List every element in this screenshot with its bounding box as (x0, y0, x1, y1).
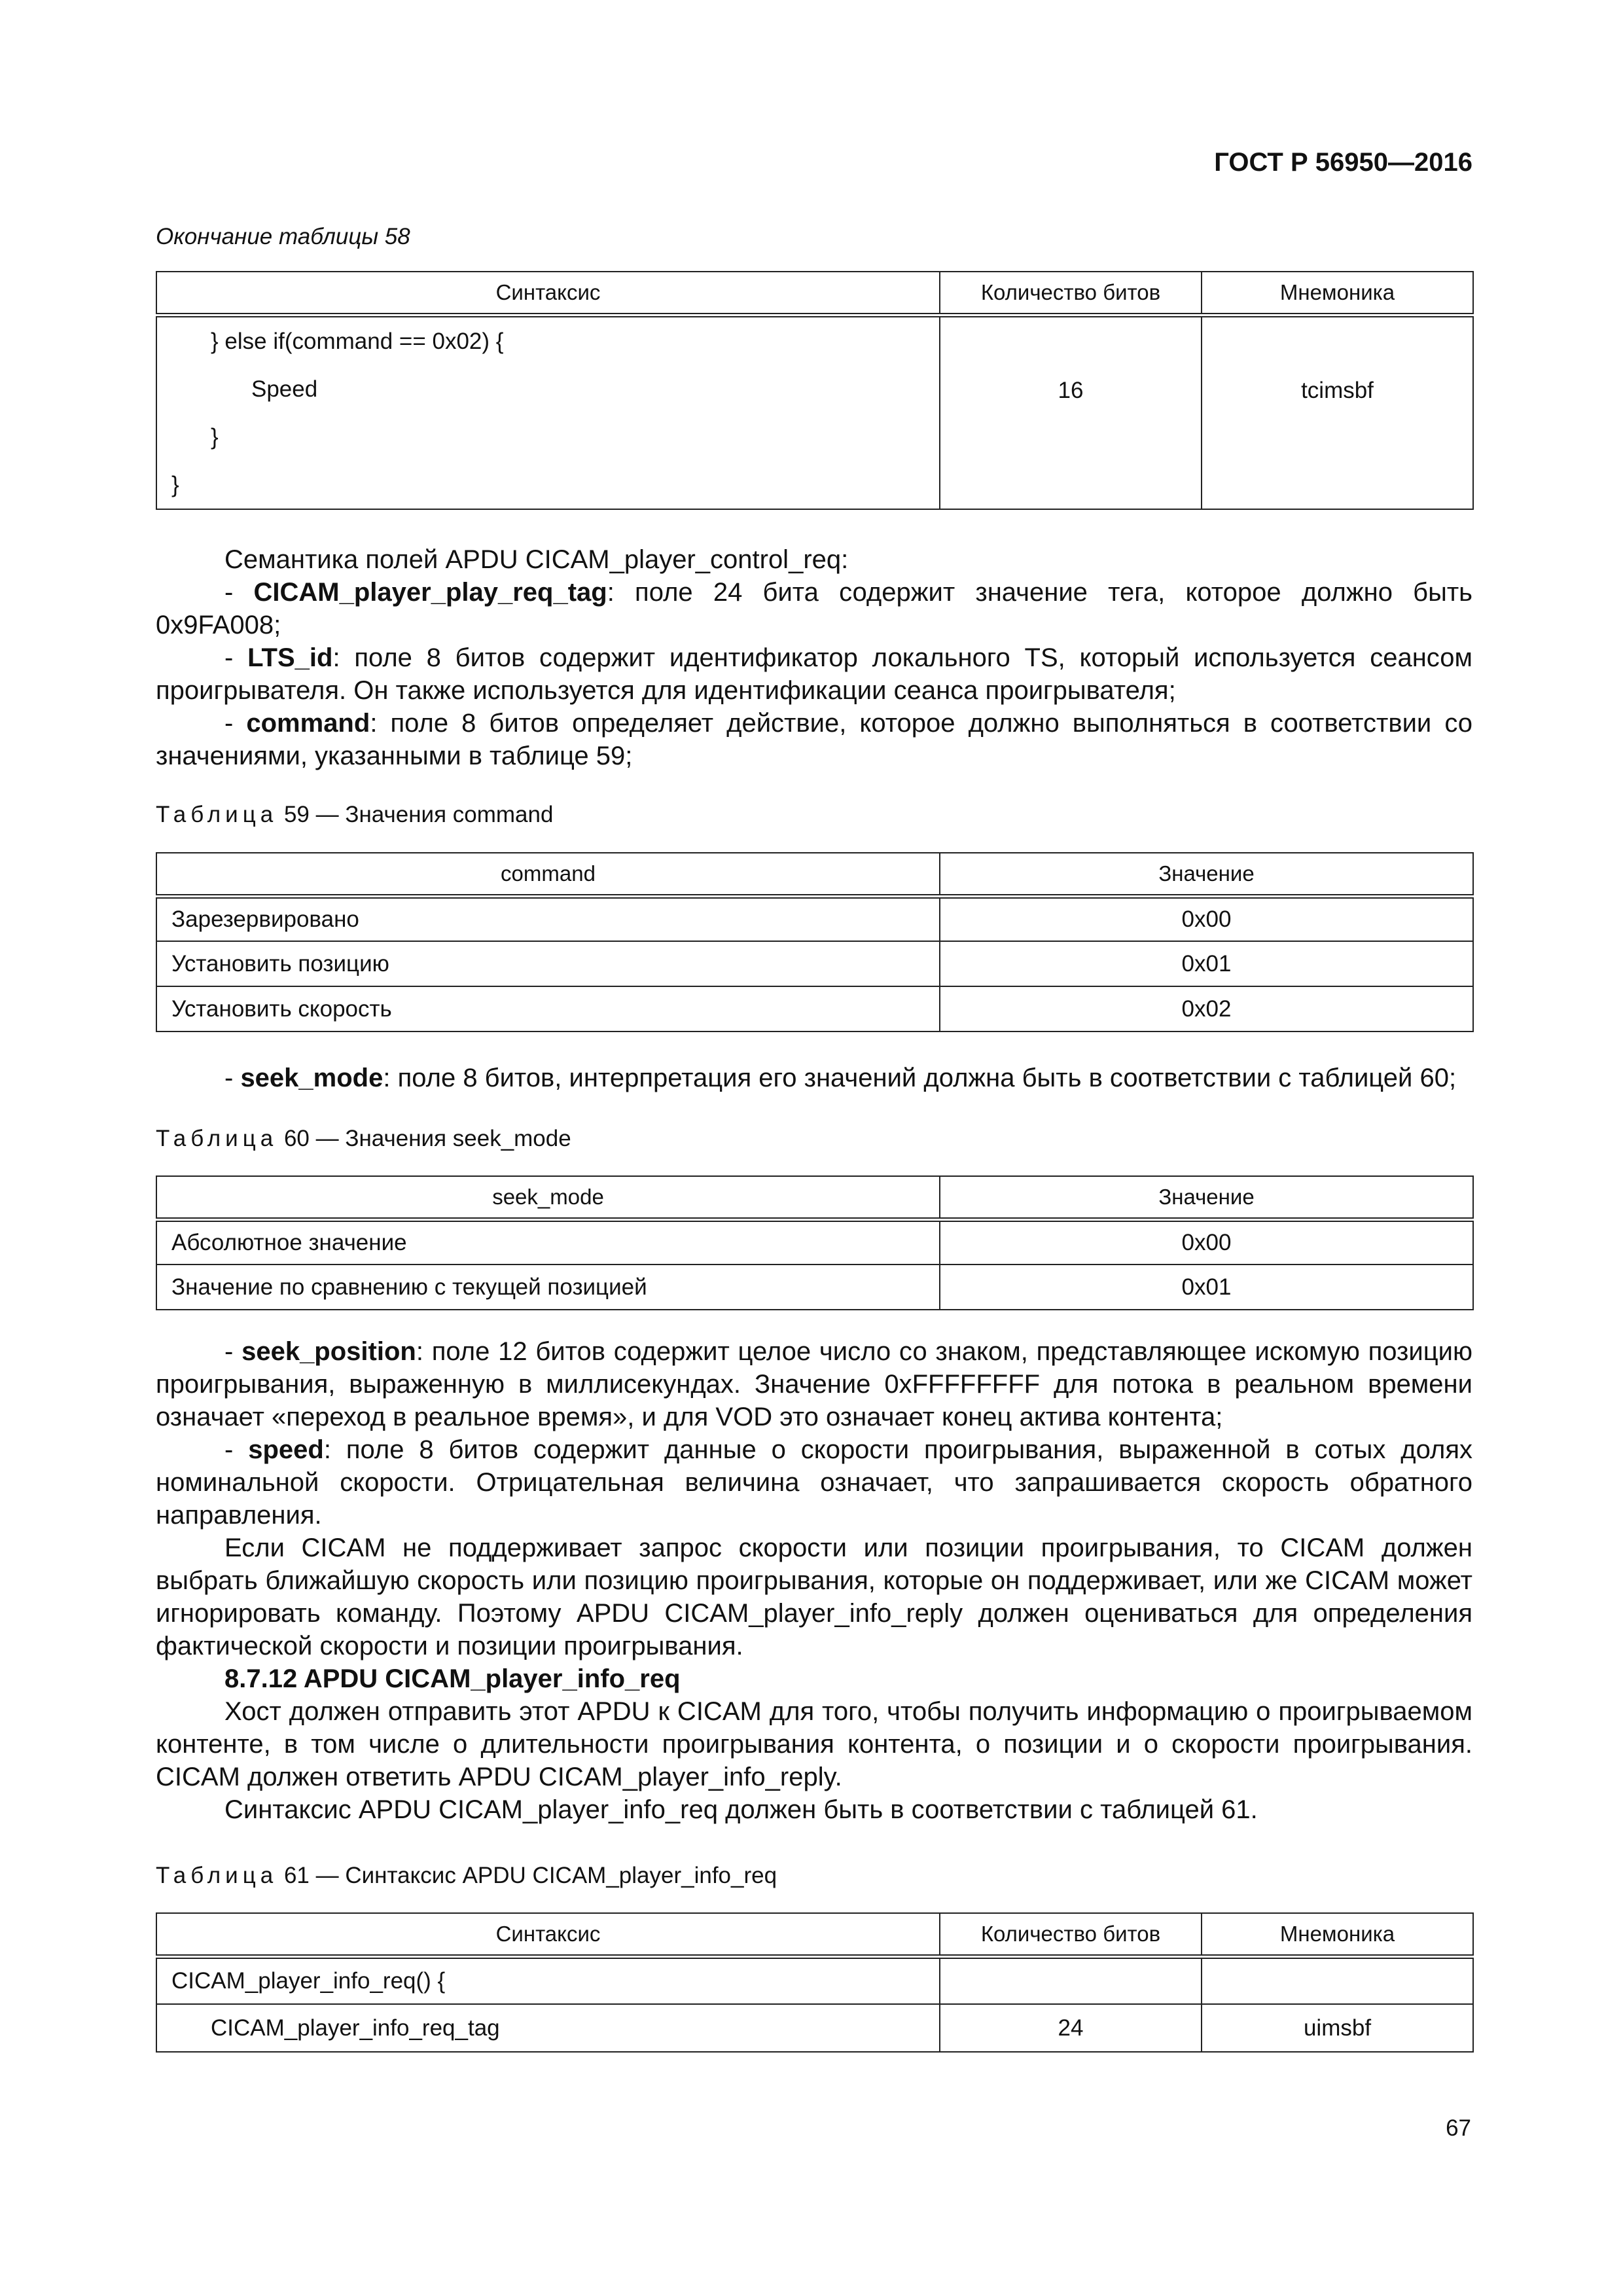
command-value: 0x02 (940, 986, 1473, 1031)
paragraph: Хост должен отправить этот APDU к CICAM для того, чтобы получить информацию о проигрываемом контенте, в том числе о длительности проигрывания контента, о позиции и о скорости проигрывания. CICAM должен ответить APDU CICAM_player_info_reply. (156, 1697, 1472, 1791)
table-58-continued (156, 271, 1474, 510)
field-term: command (246, 709, 370, 738)
field-item: - speed: поле 8 битов содержит данные о скорости проигрывания, выраженной в сотых долях номинальной скорости. Отрицательная величина означает, что запрашивается скорость обратного направления. (156, 1435, 1473, 1530)
section-heading: 8.7.12 APDU CICAM_player_info_req (224, 1664, 681, 1693)
table-row (156, 896, 1473, 941)
table-row (156, 986, 1473, 1031)
field-term: seek_position (241, 1337, 416, 1366)
command-value: 0x01 (940, 941, 1473, 986)
column-header-command: command (156, 853, 940, 896)
command-name: Зарезервировано (156, 896, 940, 941)
syntax-cell: CICAM_player_info_req() { (156, 1956, 940, 2004)
syntax-line: } else if(command == 0x02) { (211, 328, 504, 354)
field-item: - seek_mode: поле 8 битов, интерпретация его значений должна быть в соответствии с таблицей 60; (224, 1064, 1457, 1092)
seek-mode-value: 0x00 (940, 1219, 1473, 1265)
table-row (156, 941, 1473, 986)
syntax-line: } (211, 423, 219, 450)
column-header-bits: Количество битов (940, 272, 1202, 315)
table61-caption: Таблица 61 — Синтаксис APDU CICAM_player_info_req (156, 1863, 777, 1888)
mnemonic-cell: tcimsbf (1202, 315, 1473, 509)
column-header-syntax: Синтаксис (156, 1913, 940, 1956)
paragraph: Если CICAM не поддерживает запрос скорости или позиции проигрывания, то CICAM должен выбрать ближайшую скорость или позицию проигрывания, которые он поддерживает, или же CICAM может игнорировать команду. Поэтому APDU CICAM_player_info_reply должен оцениваться для определения фактической скорости и позиции проигрывания. (156, 1534, 1472, 1660)
column-header-value: Значение (940, 1176, 1473, 1219)
field-item: - CICAM_player_play_req_tag: поле 24 бита содержит значение тега, которое должно быть 0x9FA008; (156, 578, 1472, 639)
seek-mode-paragraph (156, 1062, 1472, 1094)
table-row (156, 1265, 1473, 1310)
table59-caption: Таблица 59 — Значения command (156, 802, 554, 827)
page-number: 67 (1446, 2115, 1471, 2141)
table-row (156, 1219, 1473, 1265)
field-term: CICAM_player_play_req_tag (253, 578, 607, 607)
table-60 (156, 1175, 1474, 1310)
table-59 (156, 852, 1474, 1032)
mnemonic-cell: uimsbf (1202, 2004, 1473, 2052)
table-row (156, 2004, 1473, 2052)
table-row (156, 1956, 1473, 2004)
command-name: Установить скорость (156, 986, 940, 1031)
field-term: speed (248, 1435, 324, 1464)
seek-mode-name: Значение по сравнению с текущей позицией (156, 1265, 940, 1310)
column-header-value: Значение (940, 853, 1473, 896)
column-header-syntax: Синтаксис (156, 272, 940, 315)
seek-mode-name: Абсолютное значение (156, 1219, 940, 1265)
standard-designation: ГОСТ Р 56950—2016 (1214, 148, 1472, 177)
field-term: LTS_id (247, 643, 333, 672)
field-item: - command: поле 8 битов определяет действие, которое должно выполняться в соответствии со значениями, указанными в таблице 59; (156, 709, 1473, 770)
mnemonic-cell (1202, 1956, 1473, 2004)
syntax-line: Speed (251, 376, 318, 402)
semantics-block (156, 543, 1472, 772)
column-header-bits: Количество битов (940, 1913, 1202, 1956)
column-header-mnemonic: Мнемоника (1202, 272, 1473, 315)
field-item: - seek_position: поле 12 битов содержит целое число со знаком, представляющее искомую позицию проигрывания, выраженную в миллисекундах. Значение 0xFFFFFFFF для потока в реальном времени означает «переход в реальное время», и для VOD это означает конец актива контента; (156, 1337, 1472, 1431)
table-61 (156, 1912, 1474, 2053)
bits-cell: 24 (940, 2004, 1202, 2052)
semantics-intro: Семантика полей APDU CICAM_player_control_req: (224, 545, 849, 574)
bits-cell: 16 (940, 315, 1202, 509)
command-value: 0x00 (940, 896, 1473, 941)
table58-caption: Окончание таблицы 58 (156, 224, 410, 249)
bits-cell (940, 1956, 1202, 2004)
table60-caption: Таблица 60 — Значения seek_mode (156, 1126, 571, 1151)
field-item: - LTS_id: поле 8 битов содержит идентификатор локального TS, который используется сеансом проигрывателя. Он также используется для идентификации сеанса проигрывателя; (156, 643, 1472, 705)
syntax-cell: CICAM_player_info_req_tag (156, 2004, 940, 2052)
column-header-mnemonic: Мнемоника (1202, 1913, 1473, 1956)
syntax-line: } (171, 471, 179, 497)
column-header-seek-mode: seek_mode (156, 1176, 940, 1219)
fields-and-section-block (156, 1335, 1472, 1826)
field-term: seek_mode (240, 1064, 383, 1092)
paragraph: Синтаксис APDU CICAM_player_info_req должен быть в соответствии с таблицей 61. (224, 1795, 1258, 1824)
command-name: Установить позицию (156, 941, 940, 986)
seek-mode-value: 0x01 (940, 1265, 1473, 1310)
syntax-cell (156, 315, 940, 509)
